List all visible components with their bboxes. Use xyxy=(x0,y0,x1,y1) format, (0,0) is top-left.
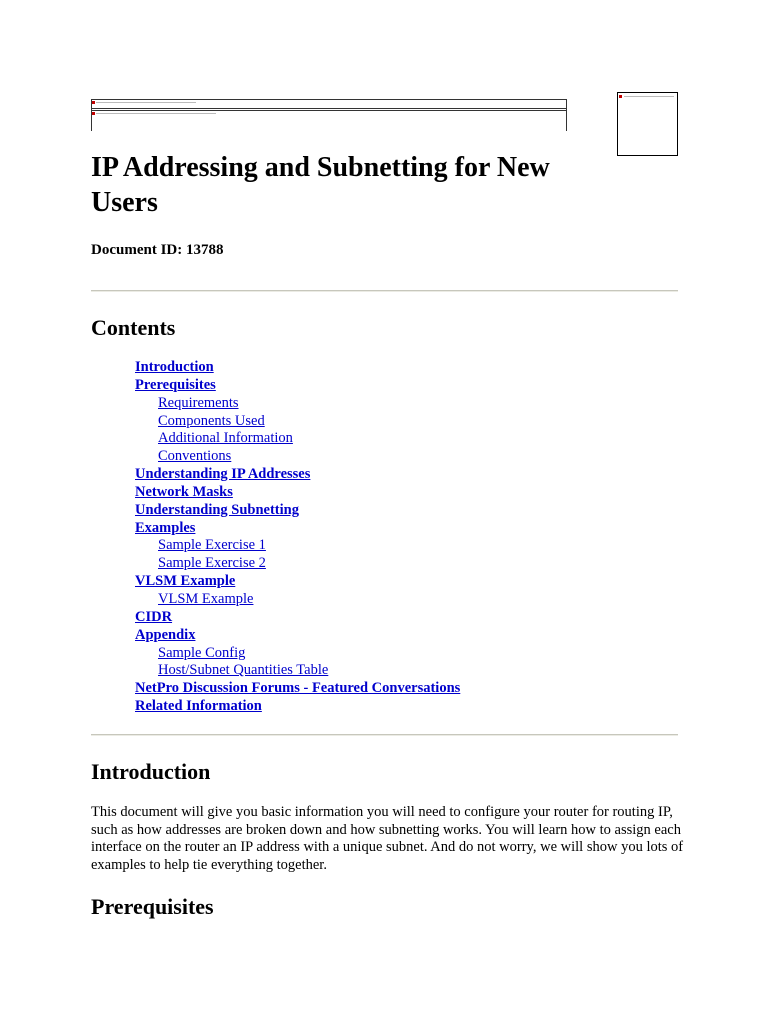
toc-link-appendix[interactable]: Appendix xyxy=(135,626,196,643)
table-of-contents xyxy=(135,359,460,716)
banner-frame xyxy=(91,99,567,131)
toc-item xyxy=(135,627,460,645)
toc-link-sample-exercise-2[interactable]: Sample Exercise 2 xyxy=(158,555,266,572)
toc-link-understanding-ip-addresses[interactable]: Understanding IP Addresses xyxy=(135,466,311,483)
toc-item xyxy=(135,609,460,627)
toc-item xyxy=(135,448,460,466)
toc-item xyxy=(135,555,460,573)
toc-link-network-masks[interactable]: Network Masks xyxy=(135,483,233,500)
document-id: Document ID: 13788 xyxy=(91,242,224,258)
page-title: IP Addressing and Subnetting for New Users xyxy=(91,152,550,218)
toc-link-understanding-subnetting[interactable]: Understanding Subnetting xyxy=(135,501,299,518)
toc-item xyxy=(135,662,460,680)
toc-link-sample-config[interactable]: Sample Config xyxy=(158,644,246,661)
toc-item xyxy=(135,573,460,591)
toc-item xyxy=(135,413,460,431)
toc-link-requirements[interactable]: Requirements xyxy=(158,394,239,411)
introduction-paragraph: This document will give you basic information you will need to configure your router for routing IP, such as how addresses are broken down and how subnetting works. You will learn how to assign each interface on the router an IP address with a unique subnet. And do not worry, we will show you lots of examples to help tie everything together. xyxy=(91,804,684,873)
toc-link-cidr[interactable]: CIDR xyxy=(135,608,173,625)
introduction-heading: Introduction xyxy=(91,759,211,784)
contents-heading: Contents xyxy=(91,315,176,340)
toc-item xyxy=(135,395,460,413)
divider xyxy=(91,734,678,736)
toc-link-host-subnet-quantities-table[interactable]: Host/Subnet Quantities Table xyxy=(158,662,329,679)
toc-item xyxy=(135,645,460,663)
toc-item xyxy=(135,502,460,520)
side-image-placeholder xyxy=(617,92,678,156)
toc-link-components-used[interactable]: Components Used xyxy=(158,412,265,429)
toc-link-related-information[interactable]: Related Information xyxy=(135,698,262,715)
prerequisites-heading: Prerequisites xyxy=(91,894,214,919)
toc-item xyxy=(135,680,460,698)
toc-link-additional-information[interactable]: Additional Information xyxy=(158,430,293,447)
toc-link-prerequisites[interactable]: Prerequisites xyxy=(135,376,216,393)
toc-link-sample-exercise-1[interactable]: Sample Exercise 1 xyxy=(158,537,266,554)
toc-link-vlsm-example[interactable]: VLSM Example xyxy=(158,590,254,607)
toc-item xyxy=(135,484,460,502)
toc-item xyxy=(135,430,460,448)
toc-item xyxy=(135,537,460,555)
divider xyxy=(91,290,678,292)
toc-link-conventions[interactable]: Conventions xyxy=(158,448,232,465)
toc-item xyxy=(135,520,460,538)
toc-item xyxy=(135,698,460,716)
toc-link-introduction[interactable]: Introduction xyxy=(135,359,214,375)
toc-item xyxy=(135,359,460,377)
toc-item xyxy=(135,466,460,484)
toc-link-examples[interactable]: Examples xyxy=(135,519,196,536)
toc-item xyxy=(135,377,460,395)
toc-link-netpro-discussion-forums-featured-conversations[interactable]: NetPro Discussion Forums - Featured Conversations xyxy=(135,680,461,697)
toc-item xyxy=(135,591,460,609)
toc-link-vlsm-example[interactable]: VLSM Example xyxy=(135,573,236,590)
